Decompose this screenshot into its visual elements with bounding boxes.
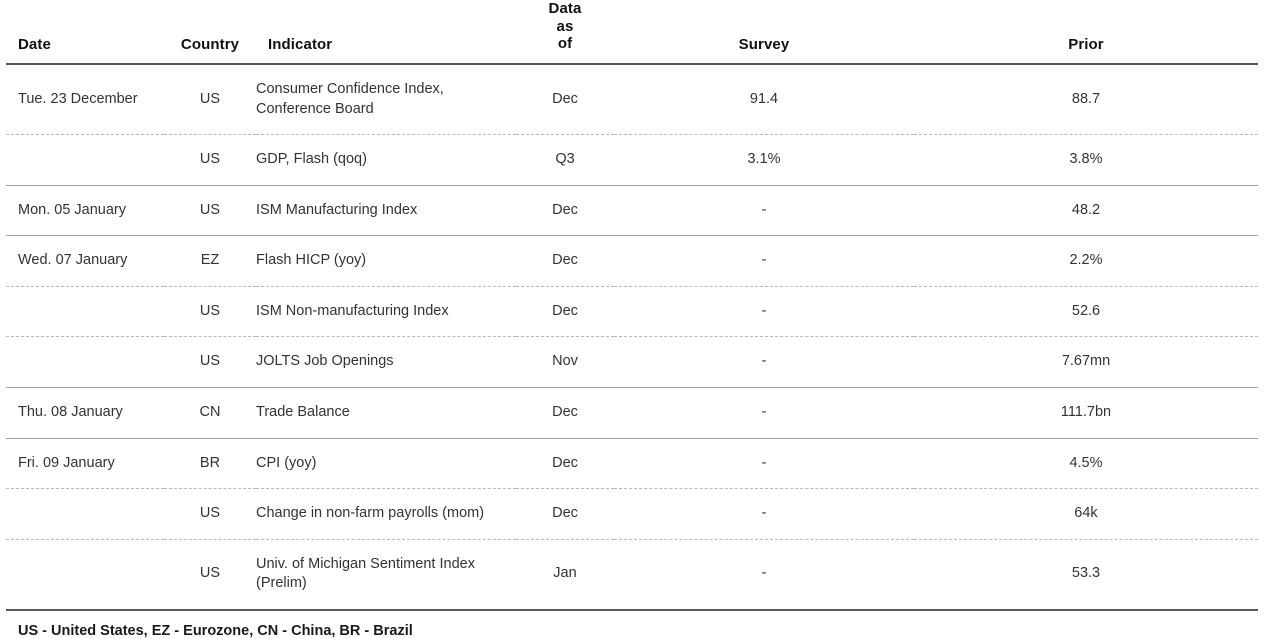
cell-data-as-of: Dec [516, 438, 614, 489]
cell-country: US [164, 489, 256, 540]
cell-indicator: JOLTS Job Openings [256, 337, 516, 388]
cell-date [6, 489, 164, 540]
cell-country: US [164, 135, 256, 186]
cell-prior: 2.2% [914, 236, 1258, 287]
cell-data-as-of: Dec [516, 64, 614, 135]
cell-prior: 88.7 [914, 64, 1258, 135]
cell-date: Fri. 09 January [6, 438, 164, 489]
table-row [6, 135, 1258, 186]
economic-calendar-table [6, 0, 1258, 611]
cell-data-as-of: Dec [516, 236, 614, 287]
cell-data-as-of: Nov [516, 337, 614, 388]
cell-survey: - [614, 489, 914, 540]
cell-date: Wed. 07 January [6, 236, 164, 287]
cell-data-as-of: Dec [516, 286, 614, 337]
cell-indicator: GDP, Flash (qoq) [256, 135, 516, 186]
column-header-prior: Prior [914, 0, 1258, 64]
cell-date [6, 539, 164, 610]
table-row [6, 64, 1258, 135]
table-header-row [6, 0, 1258, 64]
table-row [6, 539, 1258, 610]
cell-indicator: ISM Manufacturing Index [256, 185, 516, 236]
cell-prior: 111.7bn [914, 388, 1258, 439]
table-header [6, 0, 1258, 64]
cell-indicator: CPI (yoy) [256, 438, 516, 489]
cell-prior: 52.6 [914, 286, 1258, 337]
table-row [6, 185, 1258, 236]
cell-survey: 91.4 [614, 64, 914, 135]
column-header-survey: Survey [614, 0, 914, 64]
cell-data-as-of: Dec [516, 185, 614, 236]
cell-survey: - [614, 438, 914, 489]
table-row [6, 388, 1258, 439]
cell-prior: 48.2 [914, 185, 1258, 236]
column-header-data-as-of-line3: of [557, 35, 573, 53]
cell-prior: 64k [914, 489, 1258, 540]
cell-country: US [164, 539, 256, 610]
cell-survey: 3.1% [614, 135, 914, 186]
cell-data-as-of: Dec [516, 489, 614, 540]
column-header-data-as-of-line1: Data [548, 0, 582, 17]
cell-indicator: Trade Balance [256, 388, 516, 439]
column-header-date: Date [6, 0, 164, 64]
cell-date: Thu. 08 January [6, 388, 164, 439]
cell-country: EZ [164, 236, 256, 287]
cell-indicator: Flash HICP (yoy) [256, 236, 516, 287]
column-header-data-as-of [516, 0, 614, 64]
cell-prior: 53.3 [914, 539, 1258, 610]
table-row [6, 438, 1258, 489]
cell-data-as-of: Q3 [516, 135, 614, 186]
column-header-country: Country [164, 0, 256, 64]
column-header-indicator: Indicator [256, 0, 516, 64]
cell-country: US [164, 337, 256, 388]
cell-indicator: Consumer Confidence Index, Conference Board [256, 64, 516, 135]
cell-survey: - [614, 539, 914, 610]
cell-indicator: ISM Non-manufacturing Index [256, 286, 516, 337]
cell-data-as-of: Jan [516, 539, 614, 610]
cell-country: CN [164, 388, 256, 439]
column-header-data-as-of-line2: as [556, 17, 574, 35]
cell-survey: - [614, 388, 914, 439]
cell-country: US [164, 64, 256, 135]
cell-date [6, 337, 164, 388]
table-body [6, 64, 1258, 610]
cell-survey: - [614, 286, 914, 337]
cell-date [6, 135, 164, 186]
table-row [6, 489, 1258, 540]
cell-indicator: Change in non-farm payrolls (mom) [256, 489, 516, 540]
cell-prior: 4.5% [914, 438, 1258, 489]
cell-data-as-of: Dec [516, 388, 614, 439]
cell-survey: - [614, 236, 914, 287]
cell-survey: - [614, 337, 914, 388]
cell-indicator: Univ. of Michigan Sentiment Index (Prelim) [256, 539, 516, 610]
cell-country: US [164, 185, 256, 236]
table-row [6, 337, 1258, 388]
cell-date [6, 286, 164, 337]
cell-survey: - [614, 185, 914, 236]
cell-date: Tue. 23 December [6, 64, 164, 135]
cell-prior: 7.67mn [914, 337, 1258, 388]
cell-prior: 3.8% [914, 135, 1258, 186]
table-footnote: US - United States, EZ - Eurozone, CN - China, BR - Brazil [18, 622, 413, 639]
table-row [6, 236, 1258, 287]
cell-country: US [164, 286, 256, 337]
cell-country: BR [164, 438, 256, 489]
table-row [6, 286, 1258, 337]
cell-date: Mon. 05 January [6, 185, 164, 236]
